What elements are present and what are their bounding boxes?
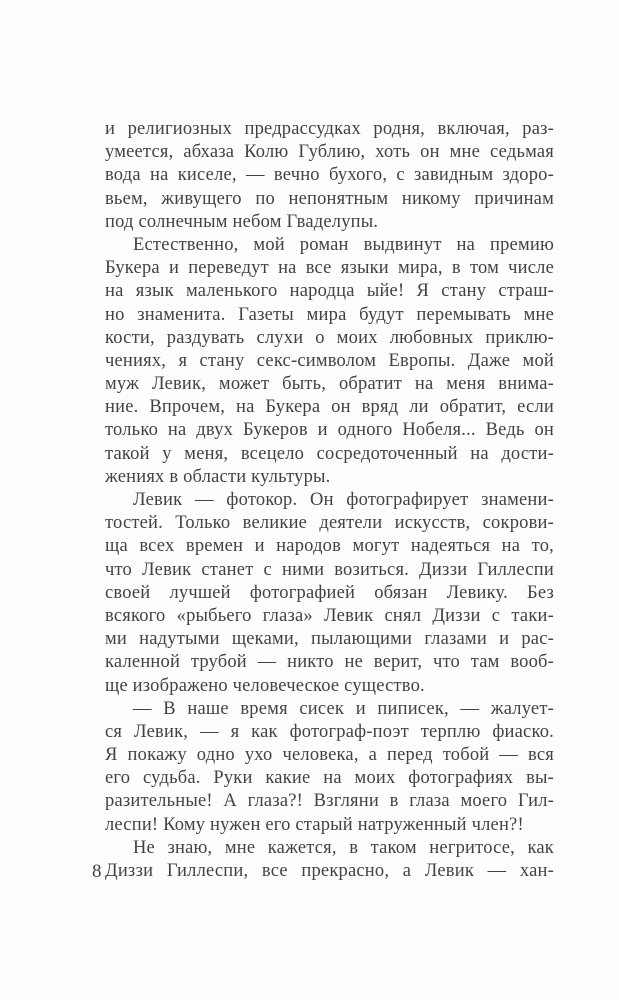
- text-line: чениях, я стану секс-символом Европы. Даже мой: [105, 350, 554, 371]
- text-line: жениях в области культуры.: [105, 466, 331, 487]
- text-line: Естественно, мой роман выдвинут на премию: [133, 234, 554, 255]
- text-line: тостей. Только великие деятели искусств, сокрови-: [105, 513, 554, 534]
- text-line: своей лучшей фотографией обязан Левику. Без: [105, 582, 554, 603]
- text-line: кости, раздувать слухи о моих любовных приклю-: [105, 327, 554, 348]
- text-line: но знаменита. Газеты мира будут перемывать мне: [105, 304, 554, 325]
- text-line: муж Левик, может быть, обратит на меня внима-: [105, 374, 554, 395]
- text-line: вьем, живущего по непонятным никому причинам: [105, 188, 554, 209]
- page-number: 8: [92, 861, 102, 882]
- text-line: Диззи Гиллеспи, все прекрасно, а Левик — хан-: [105, 861, 554, 881]
- text-line: ща всех времен и народов могут надеяться на то,: [105, 536, 554, 557]
- text-line: Букера и переведут на все языки мира, в том числе: [105, 258, 554, 279]
- text-block: [105, 118, 554, 883]
- text-line: на язык маленького народца ыйе! Я стану страш-: [105, 281, 554, 302]
- text-line: такой у меня, всецело сосредоточенный на дости-: [105, 443, 554, 464]
- text-line: ся Левик, — я как фотограф-поэт терплю фиаско.: [105, 721, 554, 742]
- text-line: каленной трубой — никто не верит, что там вооб-: [105, 652, 554, 673]
- text-line: ще изображено человеческое существо.: [105, 675, 425, 696]
- text-line: вода на киселе, — вечно бухого, с завидным здоро-: [105, 165, 554, 186]
- text-line: умеется, абхаза Колю Гублию, хоть он мне седьмая: [105, 142, 554, 163]
- text-line: что Левик станет с ними возиться. Диззи Гиллеспи: [105, 559, 554, 580]
- text-line: — В наше время сисек и пиписек, — жалует-: [133, 698, 554, 719]
- text-line: всякого «рыбьего глаза» Левик снял Диззи с таки-: [105, 605, 554, 626]
- text-line: под солнечным небом Гваделупы.: [105, 211, 379, 232]
- text-line: только на двух Букеров и одного Нобеля... Ведь он: [105, 420, 554, 441]
- text-line: ми надутыми щеками, пылающими глазами и рас-: [105, 629, 554, 650]
- text-line: его судьба. Руки какие на моих фотографиях вы-: [105, 768, 554, 789]
- text-line: Не знаю, мне кажется, в таком негритосе, как: [133, 837, 554, 858]
- text-line: Левик — фотокор. Он фотографирует знамени-: [133, 490, 554, 510]
- text-line: и религиозных предрассудках родня, включая, раз-: [105, 119, 554, 139]
- text-line: леспи! Кому нужен его старый натруженный член?!: [105, 814, 524, 835]
- text-line: Я покажу одно ухо человека, а перед тобой — вся: [105, 745, 554, 766]
- text-line: разительные! А глаза?! Взгляни в глаза моего Гил-: [105, 791, 554, 812]
- text-line: ние. Впрочем, на Букера он вряд ли обратит, если: [105, 397, 554, 418]
